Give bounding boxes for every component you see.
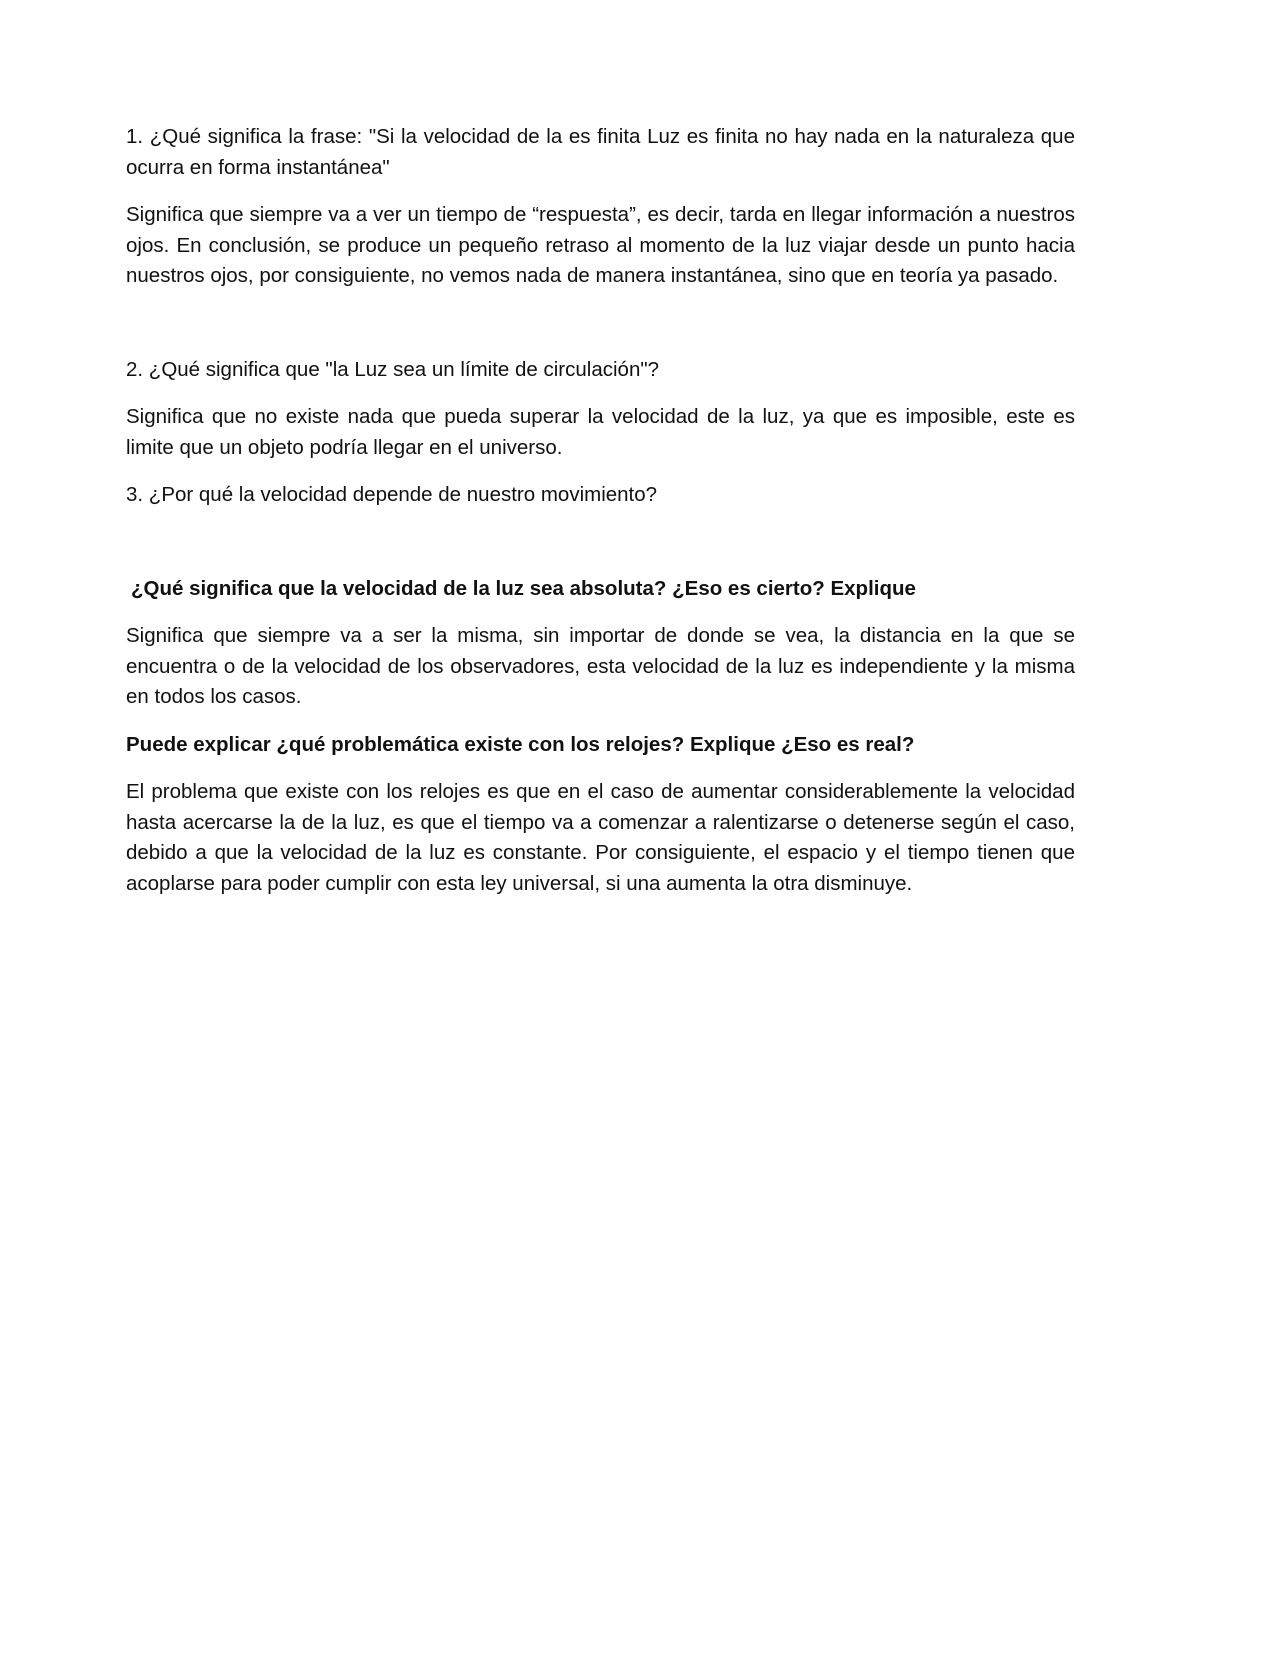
question-5: Puede explicar ¿qué problemática existe con los relojes? Explique ¿Eso es real? — [126, 732, 915, 756]
answer-1: Significa que siempre va a ver un tiempo de “respuesta”, es decir, tarda en llegar información a nuestros ojos. En conclusión, se produce un pequeño retraso al momento de la luz viajar desde un punto hacia nuestros ojos, por consiguiente, no vemos nada de manera instantánea, sino que en teoría ya pasado. — [126, 203, 1075, 287]
answer-4: Significa que siempre va a ser la misma, sin importar de donde se vea, la distancia en la que se encuentra o de la velocidad de los observadores, esta velocidad de la luz es independiente y la misma en todos los casos. — [126, 624, 1075, 708]
answer-5: El problema que existe con los relojes es que en el caso de aumentar considerablemente la velocidad hasta acercarse la de la luz, es que el tiempo va a comenzar a ralentizarse o detenerse según el caso, debido a que la velocidad de la luz es constante. Por consiguiente, el espacio y el tiempo tienen que acoplarse para poder cumplir con esta ley universal, si una aumenta la otra disminuye. — [126, 780, 1075, 895]
question-2: 2. ¿Qué significa que "la Luz sea un límite de circulación"? — [126, 357, 660, 381]
question-4: ¿Qué significa que la velocidad de la luz sea absoluta? ¿Eso es cierto? Explique — [131, 576, 916, 600]
answer-2: Significa que no existe nada que pueda superar la velocidad de la luz, ya que es imposible, este es limite que un objeto podría llegar en el universo. — [126, 405, 1075, 459]
question-1: 1. ¿Qué significa la frase: "Si la velocidad de la es finita Luz es finita no hay nada en la naturaleza que ocurra en forma instantánea" — [126, 125, 1075, 179]
document-body — [126, 122, 1075, 899]
question-3: 3. ¿Por qué la velocidad depende de nuestro movimiento? — [126, 483, 658, 506]
